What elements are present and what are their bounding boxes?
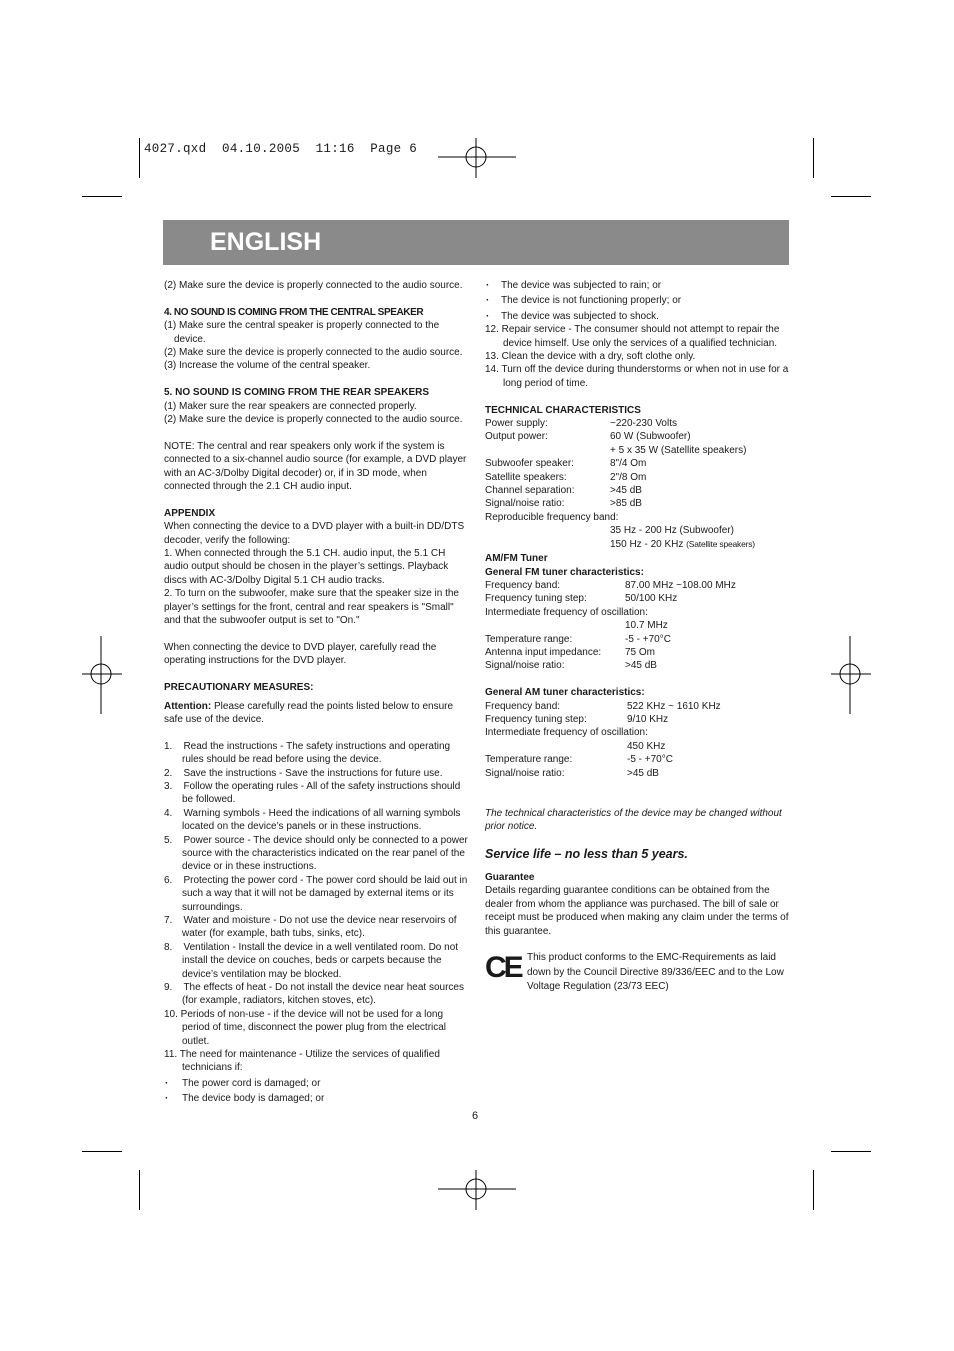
precaution-item: 7. Water and moisture - Do not use the device near reservoirs of water (for example, bath tubs, sinks, etc). xyxy=(164,914,457,940)
guarantee-title: Guarantee xyxy=(485,872,535,883)
fm-value: -5 - +70°C xyxy=(625,633,671,645)
repro-value: 35 Hz - 200 Hz (Subwoofer) xyxy=(610,525,734,537)
bullet-item: · The device is not functioning properly; or xyxy=(485,294,790,307)
am-label: Signal/noise ratio: xyxy=(485,767,565,779)
tech-label: Subwoofer speaker: xyxy=(485,458,574,470)
am-label: Frequency tuning step: xyxy=(485,713,587,725)
am-title: General AM tuner characteristics: xyxy=(485,687,645,699)
precaution-item: 14. Turn off the device during thunderstorms or when not in use for a long period of time. xyxy=(485,364,789,389)
page-number: 6 xyxy=(472,1110,479,1122)
am-table xyxy=(485,700,790,727)
bullet-item: · The device was subjected to shock. xyxy=(485,310,790,323)
repro-note: (Satellite speakers) xyxy=(686,538,755,549)
am-table-2 xyxy=(485,753,790,780)
crop-mark xyxy=(831,1151,871,1152)
list-item: (1) Make sure the central speaker is properly connected to the device. xyxy=(164,320,440,345)
repro-label: Reproducible frequency band: xyxy=(485,511,619,523)
fm-label: Antenna input impedance: xyxy=(485,646,602,658)
am-label: Frequency band: xyxy=(485,700,561,712)
list-item: (3) Increase the volume of the central speaker. xyxy=(164,360,371,372)
bullet-item: · The power cord is damaged; or xyxy=(164,1077,469,1090)
precaution-item: 6. Protecting the power cord - The power cord should be laid out in such a way that it will not be damaged by external items or its surroundings. xyxy=(164,874,468,913)
language-banner xyxy=(163,220,789,265)
fm-value: 75 Om xyxy=(625,646,656,658)
tech-value: >85 dB xyxy=(610,498,642,510)
fm-label: Frequency band: xyxy=(485,579,561,591)
precaution-item: 9. The effects of heat - Do not install the device near heat sources (for example, radiators, kitchen stoves, etc). xyxy=(164,982,464,1007)
tech-value: 2"/8 Om xyxy=(610,471,647,483)
tech-label xyxy=(485,444,610,457)
crop-mark xyxy=(82,1151,122,1152)
registration-mark-top xyxy=(438,138,516,178)
crop-mark xyxy=(82,196,122,197)
repro-range: 150 Hz - 20 KHz xyxy=(610,538,687,550)
am-label: Temperature range: xyxy=(485,754,573,766)
am-if-label: Intermediate frequency of oscillation: xyxy=(485,727,648,739)
ce-compliance xyxy=(485,951,790,995)
precaution-item: 5. Power source - The device should only be connected to a power source with the characteristics indicated on the rear panel of the device or in these instructions. xyxy=(164,834,468,873)
attention-text: Please carefully read the points listed below to ensure safe use of the device. xyxy=(164,700,454,725)
intro-text: (2) Make sure the device is properly connected to the audio source. xyxy=(164,280,463,291)
precaution-item: 10. Periods of non-use - if the device will not be used for a long period of time, disconnect the power plug from the electrical outlet. xyxy=(164,1008,447,1047)
section-4-title: 4. NO SOUND IS COMING FROM THE CENTRAL SPEAKER xyxy=(164,306,424,318)
fm-label: Temperature range: xyxy=(485,633,573,645)
file-slug: 4027.qxd 04.10.2005 11:16 Page 6 xyxy=(144,142,418,156)
tech-value: >45 dB xyxy=(610,485,642,497)
fm-value: 87.00 MHz ~108.00 MHz xyxy=(625,579,736,591)
crop-mark xyxy=(831,196,871,197)
crop-mark xyxy=(813,1170,814,1210)
tech-table xyxy=(485,417,790,511)
fm-if-label: Intermediate frequency of oscillation: xyxy=(485,606,648,618)
registration-mark-bottom xyxy=(438,1170,516,1210)
appendix-intro: When connecting the device to a DVD player with a built-in DD/DTS decoder, verify the following: xyxy=(164,521,465,546)
list-item: (1) Maker sure the rear speakers are connected properly. xyxy=(164,400,417,412)
disclaimer: The technical characteristics of the device may be changed without prior notice. xyxy=(485,807,782,833)
tech-title: TECHNICAL CHARACTERISTICS xyxy=(485,404,641,416)
crop-mark xyxy=(139,1170,140,1210)
am-value: 522 KHz ~ 1610 KHz xyxy=(627,700,721,712)
note-text: NOTE: The central and rear speakers only work if the system is connected to a six-channel audio source (for example, a DVD player with an AC-3/Dolby Digital decoder) or, if in 3D mode, when connected through the 2.1 CH audio input. xyxy=(164,440,467,493)
tech-value: + 5 x 35 W (Satellite speakers) xyxy=(610,444,747,456)
precaution-item: 1. Read the instructions - The safety instructions and operating rules should be read before using the device. xyxy=(164,740,451,766)
am-value: -5 - +70°C xyxy=(627,754,673,766)
ce-mark-icon: CE xyxy=(485,951,521,985)
tech-label: Satellite speakers: xyxy=(485,471,567,483)
tech-label: Channel separation: xyxy=(485,485,575,497)
list-item: (2) Make sure the device is properly connected to the audio source. xyxy=(164,347,463,359)
section-5-title: 5. NO SOUND IS COMING FROM THE REAR SPEAKERS xyxy=(164,387,430,399)
fm-label: Frequency tuning step: xyxy=(485,593,587,605)
fm-if-value: 10.7 MHz xyxy=(625,620,668,632)
tech-value: 60 W (Subwoofer) xyxy=(610,431,691,443)
crop-mark xyxy=(813,138,814,178)
precaution-item: 4. Warning symbols - Heed the indications of all warning symbols located on the device’s panels or in these instructions. xyxy=(164,807,461,833)
am-if-value: 450 KHz xyxy=(627,740,666,752)
tech-label: Output power: xyxy=(485,431,548,443)
am-value: 9/10 KHz xyxy=(627,713,669,725)
bullet-item: · The device was subjected to rain; or xyxy=(485,279,790,292)
repro-value xyxy=(485,538,790,551)
attention-label: Attention: xyxy=(164,700,212,712)
appendix-title: APPENDIX xyxy=(164,507,216,519)
registration-mark-left xyxy=(82,636,122,714)
fm-label: Signal/noise ratio: xyxy=(485,660,565,672)
precautions-title: PRECAUTIONARY MEASURES: xyxy=(164,682,314,694)
tech-label: Power supply: xyxy=(485,418,548,430)
appendix-item-1: 1. When connected through the 5.1 CH. audio input, the 5.1 CH audio output should be chosen in the player’s settings. Playback discs with AC-3/Dolby Digital 5.1 CH audio tracks. xyxy=(164,548,449,586)
left-column xyxy=(164,279,469,1106)
appendix-item-2: 2. To turn on the subwoofer, make sure that the speaker size in the player’s settings for the front, central and rear speakers is "Small" and that the subwoofer output is set to "On." xyxy=(164,588,459,627)
appendix-dvd-note: When connecting the device to DVD player, carefully read the operating instructions for the DVD player. xyxy=(164,641,437,667)
attention-paragraph xyxy=(164,700,469,727)
fm-title: General FM tuner characteristics: xyxy=(485,566,644,578)
registration-mark-right xyxy=(831,636,871,714)
fm-table-2 xyxy=(485,633,790,673)
bullet-item: · The device body is damaged; or xyxy=(164,1092,469,1105)
precaution-item: 2. Save the instructions - Save the instructions for future use. xyxy=(164,767,443,779)
tech-value: 8"/4 Om xyxy=(610,458,647,470)
tech-value: ~220-230 Volts xyxy=(610,418,677,430)
tuner-title: AM/FM Tuner xyxy=(485,553,548,565)
service-life: Service life – no less than 5 years. xyxy=(485,846,688,861)
list-item: (2) Make sure the device is properly connected to the audio source. xyxy=(164,414,463,426)
guarantee-text: Details regarding guarantee conditions can be obtained from the dealer from whom the appliance was purchased. The bill of sale or receipt must be produced when making any claim under the terms of this guarantee. xyxy=(485,885,789,937)
banner-title: ENGLISH xyxy=(210,228,322,256)
tech-label: Signal/noise ratio: xyxy=(485,498,565,510)
am-value: >45 dB xyxy=(627,767,659,779)
precaution-item: 8. Ventilation - Install the device in a well ventilated room. Do not install the device on couches, beds or carpets because the device’s ventilation may be blocked. xyxy=(164,941,459,980)
precaution-item: 12. Repair service - The consumer should not attempt to repair the device himself. Use only the services of a qualified technician. xyxy=(485,324,780,349)
precaution-item: 13. Clean the device with a dry, soft clothe only. xyxy=(485,351,696,363)
crop-mark xyxy=(139,138,140,178)
fm-value: 50/100 KHz xyxy=(625,593,678,605)
right-column xyxy=(485,279,790,995)
fm-value: >45 dB xyxy=(625,660,657,672)
precaution-item: 3. Follow the operating rules - All of the safety instructions should be followed. xyxy=(164,780,461,806)
fm-table xyxy=(485,579,790,606)
precaution-item: 11. The need for maintenance - Utilize the services of qualified technicians if: xyxy=(164,1049,440,1074)
ce-text: This product conforms to the EMC-Requirements as laid down by the Council Directive 89/336/EEC and to the Low Voltage Regulation (23/73 EEC) xyxy=(527,952,784,993)
